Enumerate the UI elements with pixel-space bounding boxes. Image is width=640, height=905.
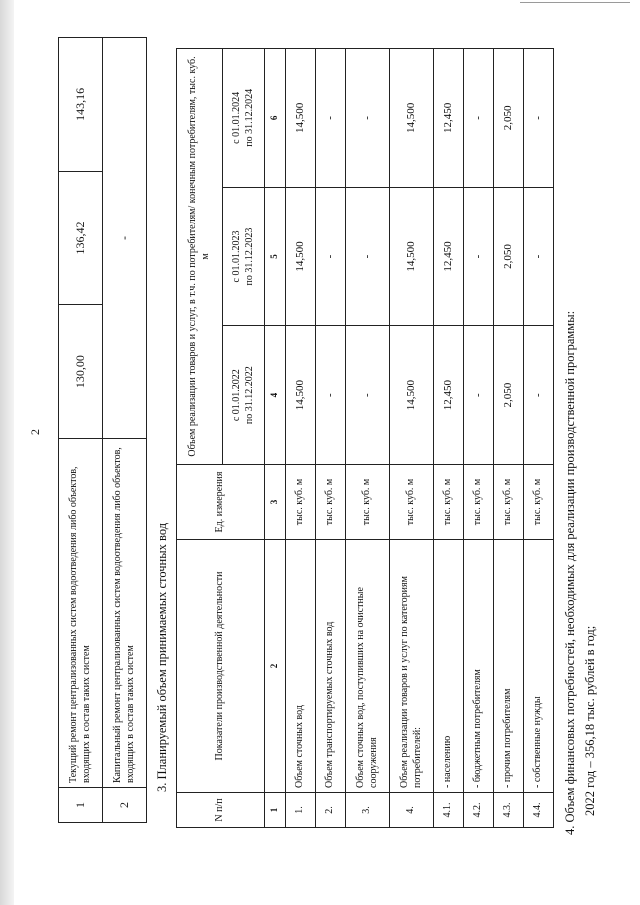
row-indicator: Объем сточных вод — [286, 540, 316, 793]
table-row — [103, 38, 147, 823]
row-number: 2. — [316, 793, 346, 828]
row-unit: тыс. куб. м — [494, 465, 524, 540]
row-indicator: - прочим потребителям — [494, 540, 524, 793]
value-2023: 12,450 — [434, 187, 464, 326]
table-row — [59, 38, 103, 823]
page-number: 2 — [28, 429, 42, 435]
row-unit: тыс. куб. м — [390, 465, 434, 540]
table-row — [346, 49, 390, 828]
row-indicator: - населению — [434, 540, 464, 793]
value-2022: 2,050 — [494, 326, 524, 465]
row-number: 4.4. — [524, 793, 554, 828]
value-2024: 14,500 — [286, 49, 316, 188]
repair-cost-table — [58, 37, 147, 823]
row-number: 2 — [103, 788, 147, 823]
row-number: 4.1. — [434, 793, 464, 828]
cost-2022: 130,00 — [59, 305, 103, 439]
header-group: Объем реализации товаров и услуг, в т.ч. по потребителям/ конечным потребителям, тыс. куб. м — [177, 49, 223, 465]
row-indicator: Объем транспортируемых сточных вод — [316, 540, 346, 793]
value-2023: - — [316, 187, 346, 326]
column-numbers-row — [265, 49, 286, 828]
value-2024: 12,450 — [434, 49, 464, 188]
value-2023: - — [464, 187, 494, 326]
value-2023: 14,500 — [390, 187, 434, 326]
cost-2023: 136,42 — [59, 171, 103, 305]
value-2022: - — [464, 326, 494, 465]
value-2023: - — [346, 187, 390, 326]
header-indicator: Показатели производственной деятельности — [177, 540, 265, 793]
row-number: 4.2. — [464, 793, 494, 828]
period-2022: с 01.01.2022 по 31.12.2022 — [223, 326, 265, 465]
row-description: Текущий ремонт централизованных систем водоотведения либо объектов, входящих в состав таких систем — [59, 439, 103, 788]
row-description: Капитальный ремонт централизованных систем водоотведения либо объектов, входящих в состав таких систем — [103, 439, 147, 788]
row-indicator: Объем сточных вод, поступивших на очистные сооружения — [346, 540, 390, 793]
row-unit: тыс. куб. м — [524, 465, 554, 540]
col-number: 2 — [265, 540, 286, 793]
row-unit: тыс. куб. м — [286, 465, 316, 540]
section-3-title: 3. Планируемый объем принимаемых сточных вод — [155, 522, 169, 792]
col-number: 5 — [265, 187, 286, 326]
header-row — [177, 49, 223, 828]
value-2022: - — [346, 326, 390, 465]
period-2024: с 01.01.2024 по 31.12.2024 — [223, 49, 265, 188]
row-unit: тыс. куб. м — [346, 465, 390, 540]
wastewater-volume-table — [176, 48, 554, 828]
table-row — [434, 49, 464, 828]
row-number: 3. — [346, 793, 390, 828]
value-2023: 14,500 — [286, 187, 316, 326]
value-2024: - — [524, 49, 554, 188]
table-row — [524, 49, 554, 828]
row-indicator: - бюджетным потребителям — [464, 540, 494, 793]
header-num: N п/п — [177, 793, 265, 828]
row-number: 4.3. — [494, 793, 524, 828]
row-unit: тыс. куб. м — [464, 465, 494, 540]
row-unit: тыс. куб. м — [316, 465, 346, 540]
value-2022: - — [524, 326, 554, 465]
section-4 — [560, 311, 600, 835]
table-row — [464, 49, 494, 828]
table-row — [286, 49, 316, 828]
merged-cost-cell: - — [103, 38, 147, 439]
value-2022: - — [316, 326, 346, 465]
value-2024: - — [346, 49, 390, 188]
row-indicator: Объем реализации товаров и услуг по категориям потребителей: — [390, 540, 434, 793]
col-number: 1 — [265, 793, 286, 828]
col-number: 3 — [265, 465, 286, 540]
value-2024: - — [316, 49, 346, 188]
value-2024: 14,500 — [390, 49, 434, 188]
header-unit: Ед. измерения — [177, 465, 265, 540]
value-2024: 2,050 — [494, 49, 524, 188]
row-number: 1. — [286, 793, 316, 828]
row-number: 1 — [59, 788, 103, 823]
row-number: 4. — [390, 793, 434, 828]
value-2024: - — [464, 49, 494, 188]
row-indicator: - собственные нужды — [524, 540, 554, 793]
section-4-title: 4. Объем финансовых потребностей, необходимых для реализации производственной программы: — [563, 310, 577, 835]
table-row — [494, 49, 524, 828]
cost-2024: 143,16 — [59, 38, 103, 172]
value-2023: 2,050 — [494, 187, 524, 326]
section-4-amount: 2022 год – 356,18 тыс. рублей в год; — [583, 625, 597, 816]
col-number: 4 — [265, 326, 286, 465]
row-unit: тыс. куб. м — [434, 465, 464, 540]
value-2023: - — [524, 187, 554, 326]
period-2023: с 01.01.2023 по 31.12.2023 — [223, 187, 265, 326]
table-row — [390, 49, 434, 828]
table-row — [316, 49, 346, 828]
value-2022: 12,450 — [434, 326, 464, 465]
value-2022: 14,500 — [390, 326, 434, 465]
col-number: 6 — [265, 49, 286, 188]
value-2022: 14,500 — [286, 326, 316, 465]
